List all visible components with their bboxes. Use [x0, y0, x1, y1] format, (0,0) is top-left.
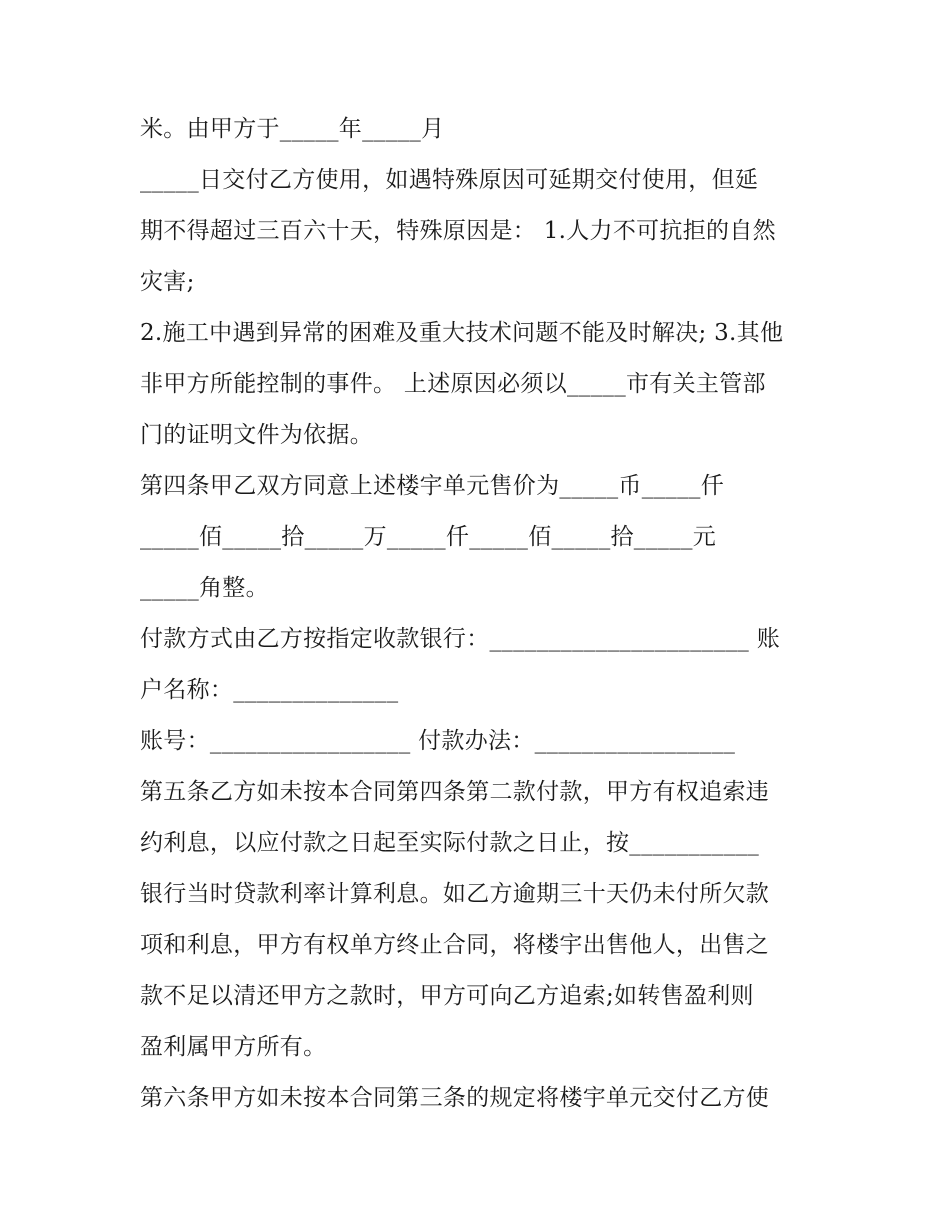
- document-body: [140, 104, 820, 1124]
- text-line: 米。由甲方于_____年_____月: [140, 116, 445, 142]
- text-line: 账号：_________________ 付款办法：_________________: [140, 728, 736, 754]
- text-line: 约利息，以应付款之日起至实际付款之日止，按___________: [140, 830, 760, 856]
- text-line: 户名称：______________: [140, 677, 399, 703]
- text-line: 期不得超过三百六十天，特殊原因是： 1.人力不可抗拒的自然: [140, 218, 776, 244]
- text-line: 第五条乙方如未按本合同第四条第二款付款，甲方有权追索违: [140, 779, 770, 805]
- text-line: 款不足以清还甲方之款时，甲方可向乙方追索;如转售盈利则: [140, 983, 754, 1009]
- text-line: 门的证明文件为依据。: [140, 422, 373, 448]
- text-line: 盈利属甲方所有。: [140, 1034, 327, 1060]
- text-line: 非甲方所能控制的事件。 上述原因必须以_____市有关主管部: [140, 371, 766, 397]
- text-line: 第六条甲方如未按本合同第三条的规定将楼宇单元交付乙方使: [140, 1085, 770, 1111]
- text-line: _____角整。: [140, 575, 269, 601]
- text-line: _____佰_____拾_____万_____仟_____佰_____拾_____元: [140, 524, 717, 550]
- text-line: 付款方式由乙方按指定收款银行：______________________ 账: [140, 626, 781, 652]
- text-line: 项和利息，甲方有权单方终止合同，将楼宇出售他人，出售之: [140, 932, 770, 958]
- text-line: _____日交付乙方使用，如遇特殊原因可延期交付使用，但延: [140, 167, 759, 193]
- text-line: 银行当时贷款利率计算利息。如乙方逾期三十天仍未付所欠款: [140, 881, 770, 907]
- text-line: 灾害;: [140, 269, 195, 295]
- text-line: 2.施工中遇到异常的困难及重大技术问题不能及时解决; 3.其他: [140, 320, 784, 346]
- text-line: 第四条甲乙双方同意上述楼宇单元售价为_____币_____仟: [140, 473, 724, 499]
